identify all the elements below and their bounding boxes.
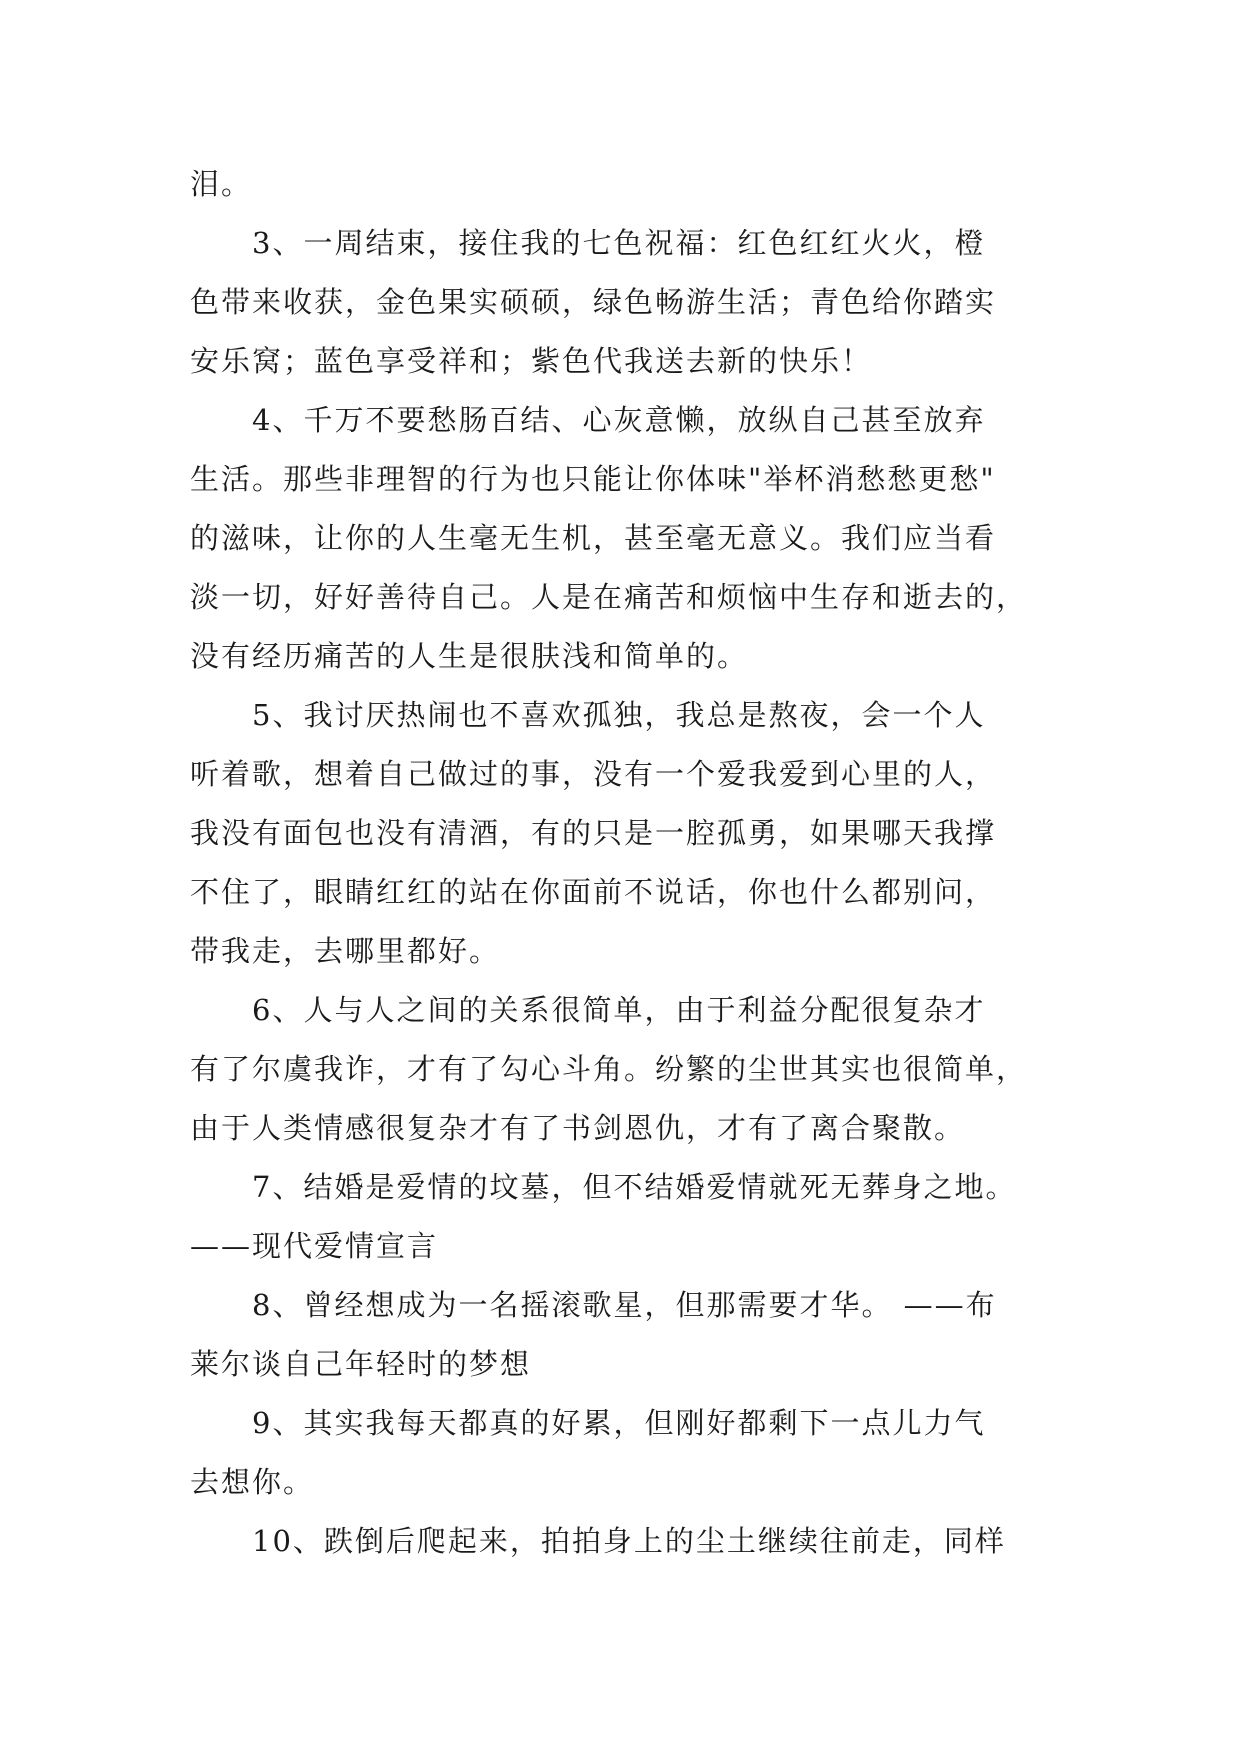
text-line: ——现代爱情宣言	[190, 1229, 439, 1263]
paragraph	[190, 981, 1070, 1158]
text-line: 带我走，去哪里都好。	[190, 934, 501, 968]
text-line: 3、一周结束，接住我的七色祝福：红色红红火火，橙	[252, 226, 986, 260]
text-line: 7、结婚是爱情的坟墓，但不结婚爱情就死无葬身之地。	[252, 1170, 1017, 1204]
text-line: 的滋味，让你的人生毫无生机，甚至毫无意义。我们应当看	[190, 521, 997, 555]
text-line: 8、曾经想成为一名摇滚歌星，但那需要才华。 ——布	[252, 1288, 997, 1322]
document-body	[190, 155, 1070, 1571]
paragraph	[190, 1158, 1070, 1276]
text-line: 莱尔谈自己年轻时的梦想	[190, 1347, 532, 1381]
paragraph	[190, 1394, 1070, 1512]
text-line: 6、人与人之间的关系很简单，由于利益分配很复杂才	[252, 993, 986, 1027]
paragraph	[190, 1276, 1070, 1394]
text-line: 去想你。	[190, 1465, 315, 1499]
paragraph	[190, 155, 1070, 214]
text-line: 有了尔虞我诈，才有了勾心斗角。纷繁的尘世其实也很简单，	[190, 1052, 1028, 1086]
text-line: 没有经历痛苦的人生是很肤浅和简单的。	[190, 639, 749, 673]
text-line: 淡一切，好好善待自己。人是在痛苦和烦恼中生存和逝去的，	[190, 580, 1028, 614]
paragraph	[190, 214, 1070, 391]
text-line: 9、其实我每天都真的好累，但刚好都剩下一点儿力气	[252, 1406, 986, 1440]
text-line: 安乐窝；蓝色享受祥和；紫色代我送去新的快乐！	[190, 344, 873, 378]
text-line: 泪。	[190, 167, 253, 201]
text-line: 由于人类情感很复杂才有了书剑恩仇，才有了离合聚散。	[190, 1111, 966, 1145]
paragraph	[190, 391, 1070, 686]
text-line: 色带来收获，金色果实硕硕，绿色畅游生活；青色给你踏实	[190, 285, 997, 319]
paragraph	[190, 1512, 1070, 1571]
text-line: 10、跌倒后爬起来，拍拍身上的尘土继续往前走，同样	[252, 1524, 1006, 1558]
text-line: 听着歌，想着自己做过的事，没有一个爱我爱到心里的人，	[190, 757, 997, 791]
text-line: 5、我讨厌热闹也不喜欢孤独，我总是熬夜，会一个人	[252, 698, 986, 732]
text-line: 不住了，眼睛红红的站在你面前不说话，你也什么都别问，	[190, 875, 997, 909]
text-line: 我没有面包也没有清酒，有的只是一腔孤勇，如果哪天我撑	[190, 816, 997, 850]
text-line: 4、千万不要愁肠百结、心灰意懒，放纵自己甚至放弃	[252, 403, 986, 437]
text-line: 生活。那些非理智的行为也只能让你体味"举杯消愁愁更愁"	[190, 462, 996, 496]
paragraph	[190, 686, 1070, 981]
